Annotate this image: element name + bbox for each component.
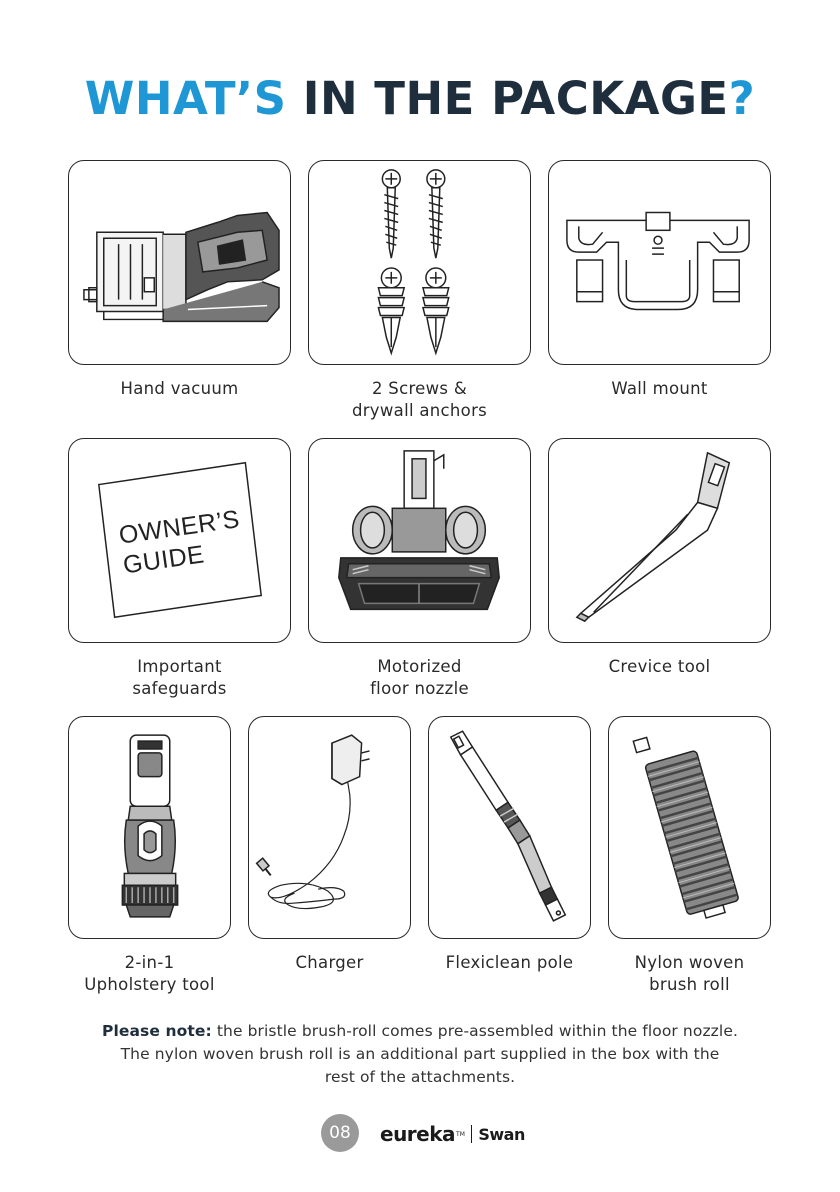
brand-swan: Swan [478,1124,525,1144]
note-text-1: the bristle brush-roll comes pre-assembled within the floor nozzle. [211,1022,738,1040]
upholstery-tool-icon [69,717,230,938]
item-label-charger [248,952,411,974]
brush-roll-icon [609,717,770,938]
item-card-wall-mount [548,160,771,365]
flexiclean-pole-icon [429,717,590,938]
item-card-hand-vacuum [68,160,291,365]
label-line-2: drywall anchors [351,401,488,420]
label-line-1: 2-in-1 [124,953,175,972]
charger-icon [249,717,410,938]
item-card-brush-roll [608,716,771,939]
page-title [0,72,840,125]
item-card-owners-guide [68,438,291,643]
item-label-flexiclean-pole [418,952,601,974]
item-card-screws-anchors [308,160,531,365]
title-part-blue: WHAT’S [84,72,303,125]
screws-anchors-icon [309,161,530,364]
item-label-screws-anchors [308,378,531,422]
item-card-upholstery-tool [68,716,231,939]
label-line-1: Nylon woven [634,953,745,972]
trademark-icon: TM [456,1130,465,1138]
title-question-mark: ? [728,72,756,125]
label-text: Wall mount [611,379,708,398]
item-card-charger [248,716,411,939]
label-text: Hand vacuum [120,379,239,398]
label-line-1: Important [137,657,222,676]
item-label-safeguards [68,656,291,700]
hand-vacuum-icon [69,161,290,364]
brand-separator [471,1125,473,1143]
page-number: 08 [321,1114,359,1152]
label-line-2: safeguards [132,679,227,698]
item-label-brush-roll [598,952,781,996]
label-line-1: Motorized [377,657,462,676]
package-note [60,1020,780,1089]
guide-cover-line-1: OWNER’S [117,505,242,550]
label-line-2: floor nozzle [370,679,469,698]
label-line-1: 2 Screws & [371,379,468,398]
item-label-floor-nozzle [308,656,531,700]
label-text: Charger [295,953,364,972]
label-text: Crevice tool [608,657,711,676]
label-line-2: brush roll [649,975,730,994]
brand-logo [380,1121,525,1147]
brand-eureka: eureka [380,1122,456,1146]
item-label-crevice-tool [548,656,771,678]
item-label-upholstery-tool [58,952,241,996]
wall-mount-icon [549,161,770,364]
note-lead: Please note: [102,1022,212,1040]
note-line-2: The nylon woven brush roll is an additional part supplied in the box with the [120,1045,720,1063]
item-card-crevice-tool [548,438,771,643]
title-part-dark: IN THE PACKAGE [302,72,729,125]
label-line-2: Upholstery tool [84,975,215,994]
note-line-3: rest of the attachments. [324,1068,516,1086]
guide-cover-line-2: GUIDE [121,540,207,580]
item-card-flexiclean-pole [428,716,591,939]
item-card-floor-nozzle [308,438,531,643]
item-label-hand-vacuum [68,378,291,400]
note-line-1 [60,1020,780,1043]
item-label-wall-mount [548,378,771,400]
label-text: Flexiclean pole [445,953,574,972]
floor-nozzle-icon [309,439,530,642]
crevice-tool-icon [549,439,770,642]
